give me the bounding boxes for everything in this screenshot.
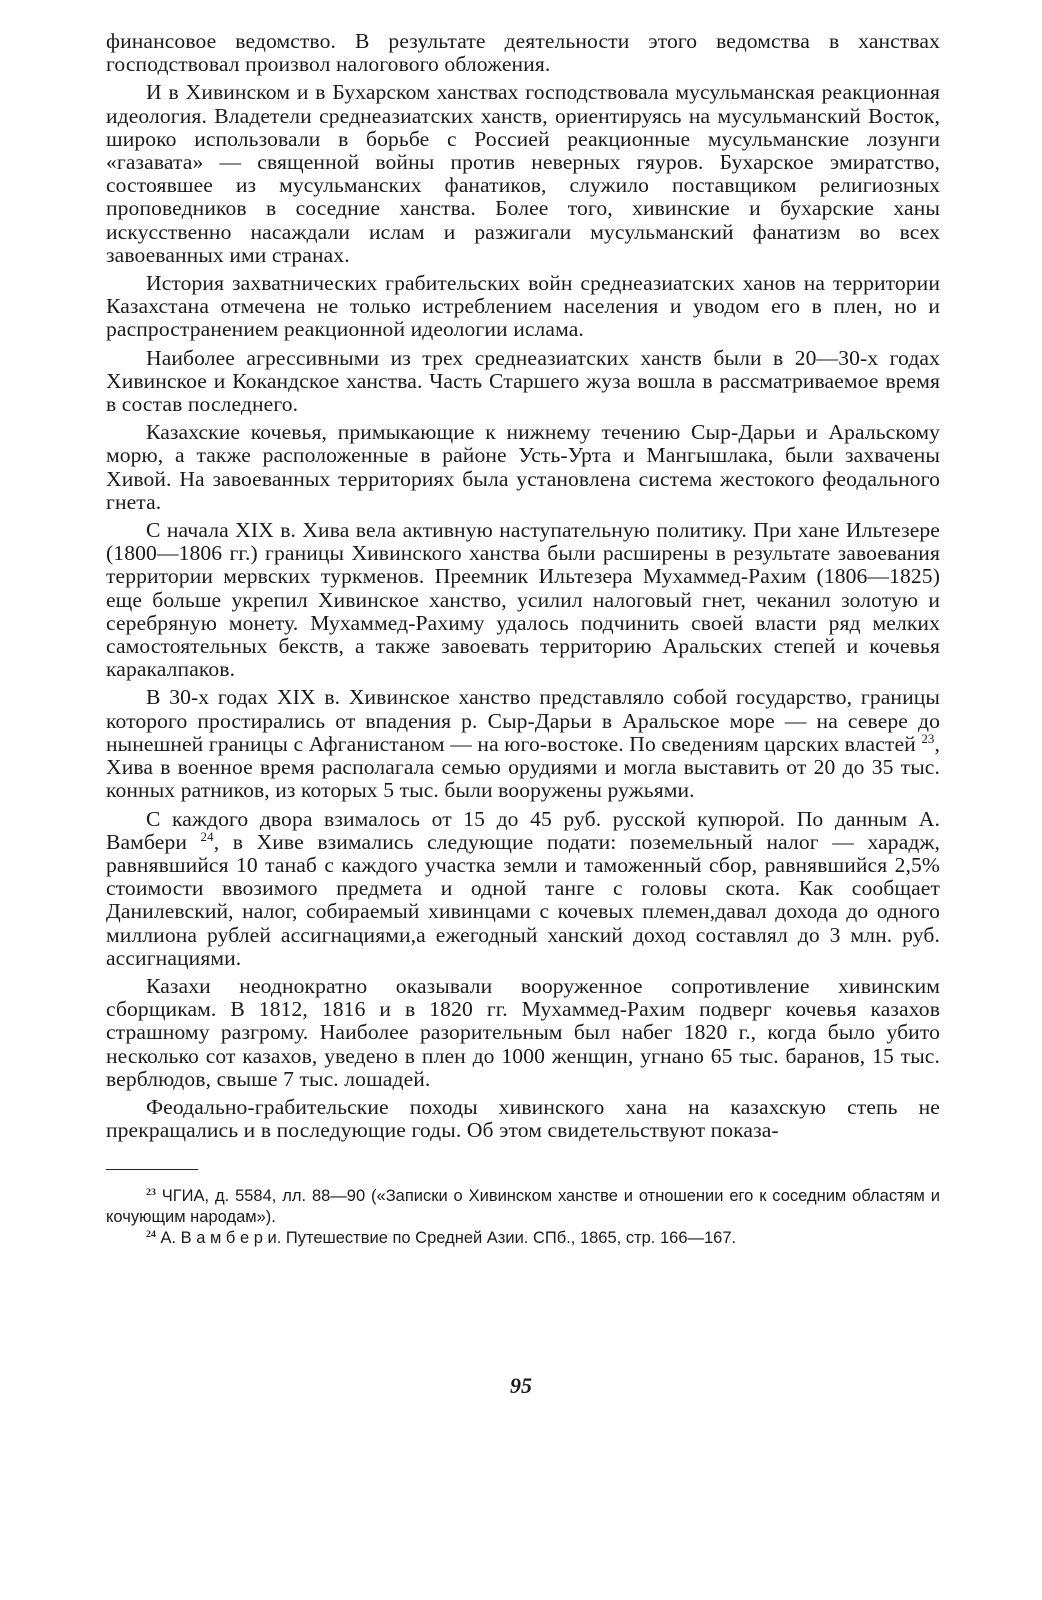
paragraph: Казахи неоднократно оказывали вооруженное сопротивление хивинским сборщикам. В 1812, 1816 и в 1820 гг. Мухаммед-Рахим подверг кочевья казахов страшному разгрому. Наиболее разорительным был набег 1820 г., когда было убито несколько сот казахов, уведено в плен до 1000 женщин, угнано 65 тыс. баранов, 15 тыс. верблюдов, свыше 7 тыс. лошадей. (106, 973, 940, 1091)
paragraph-text: , в Хиве взимались следующие подати: поземельный налог — харадж, равнявшийся 10 танаб с каждого участка земли и таможенный сбор, равнявшийся 2,5% стоимости ввозимого предмета и одной танге с головы скота. Как сообщает Данилевский, налог, собираемый хивинцами с кочевых племен,давал дохода до одного миллиона рублей ассигнациями,а ежегодный ханский доход составлял до 3 млн. руб. ассигнациями. (106, 829, 940, 970)
paragraph-text: В 30-х годах XIX в. Хивинское ханство представляло собой государство, границы которого простирались от впадения р. Сыр-Дарьи в Аральское море — на севере до нынешней границы с Афганистаном — на юго-востоке. По сведениям царских властей (106, 685, 940, 756)
paragraph: И в Хивинском и в Бухарском ханствах господствовала мусульманская реакционная идеология. Владетели среднеазиатских ханств, ориентируясь на мусульманский Восток, широко использовали в борьбе с Россией реакционные мусульманские лозунги «газавата» — священной войны против неверных гяуров. Бухарское эмиратство, состоявшее из мусульманских фанатиков, служило поставщиком религиозных проповедников в соседние ханства. Более того, хивинские и бухарские ханы искусственно насаждали ислам и разжигали мусульманский фанатизм во всех завоеванных ими странах. (106, 80, 940, 267)
paragraph: Казахские кочевья, примыкающие к нижнему течению Сыр-Дарьи и Аральскому морю, а также расположенные в районе Усть-Урта и Мангышлака, были захвачены Хивой. На завоеванных территориях была установлена система жестокого феодального гнета. (106, 420, 940, 514)
page-body (106, 30, 940, 1249)
footnote (106, 1186, 940, 1228)
page-number: 95 (510, 1373, 532, 1398)
paragraph: финансовое ведомство. В результате деятельности этого ведомства в ханствах господствовал произвол налогового обложения. (106, 29, 940, 77)
footnote (106, 1228, 940, 1249)
footnote-number: 24 (146, 1229, 156, 1241)
paragraph: Феодально-грабительские походы хивинского хана на казахскую степь не прекращались и в последующие годы. Об этом свидетельствуют показа- (106, 1094, 940, 1143)
footnotes (106, 1186, 940, 1249)
paragraph: Наиболее агрессивными из трех среднеазиатских ханств были в 20—30-х годах Хивинское и Кокандское ханства. Часть Старшего жуза вошла в рассматриваемое время в состав последнего. (106, 345, 940, 417)
paragraph (106, 686, 940, 802)
footnote-text: А. В а м б е р и. Путешествие по Средней Азии. СПб., 1865, стр. 166—167. (160, 1229, 737, 1248)
footnote-number: 23 (146, 1187, 156, 1199)
paragraph (106, 808, 940, 970)
paragraph-text: , Хива в военное время располагала семью орудиями и могла выставить от 20 до 35 тыс. конных ратников, из которых 5 тыс. были вооружены ружьями. (106, 731, 940, 803)
paragraph: История захватнических грабительских войн среднеазиатских ханов на территории Казахстана отмечена не только истреблением населения и уводом его в плен, но и распространением реакционной идеологии ислама. (106, 271, 940, 342)
footnote-text: ЧГИА, д. 5584, лл. 88—90 («Записки о Хивинском ханстве и отношении его к соседним областям и кочующим народам»). (106, 1187, 940, 1227)
footnote-divider (106, 1169, 198, 1170)
paragraph-text: С каждого двора взималось от 15 до 45 руб. русской купюрой. По данным А. Вамбери (106, 806, 940, 854)
footnote-ref[interactable]: 23 (921, 731, 935, 747)
paragraph: С начала XIX в. Хива вела активную наступательную политику. При хане Ильтезере (1800—1806 гг.) границы Хивинского ханства были расширены в результате завоевания территории мервских туркменов. Преемник Ильтезера Мухаммед-Рахим (1806—1825) еще больше укрепил Хивинское ханство, усилил налоговый гнет, чеканил золотую и серебряную монету. Мухаммед-Рахиму удалось подчинить своей власти ряд мелких самостоятельных бекств, а также завоевать территорию Аральских степей и кочевья каракалпаков. (106, 518, 940, 682)
footnote-ref[interactable]: 24 (200, 828, 214, 844)
